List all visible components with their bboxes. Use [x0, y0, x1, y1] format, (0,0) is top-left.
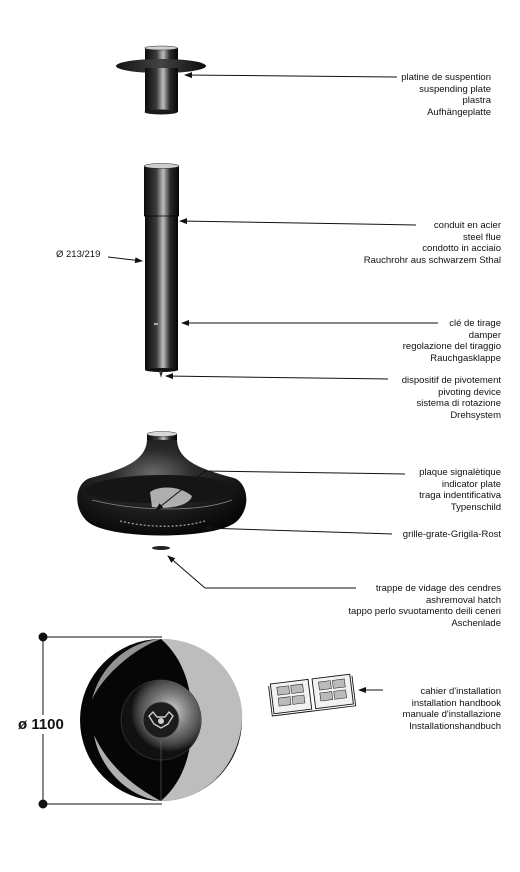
- label-grille: [403, 529, 501, 541]
- label-installation-handbook: [403, 686, 501, 732]
- label-line: grille-grate-Grigila-Rost: [402, 529, 501, 540]
- label-line: plastra: [462, 95, 491, 106]
- label-line: platine de suspention: [401, 72, 491, 83]
- label-line: plaque signalètique: [419, 467, 501, 478]
- leader-indicator-plate: [205, 471, 405, 474]
- label-line: Aschenlade: [451, 617, 501, 629]
- label-line: Rauchrohr aus schwarzem Sthal: [363, 254, 501, 266]
- label-line: condotto in acciaio: [422, 243, 501, 254]
- label-line: steel flue: [462, 231, 501, 243]
- label-line: suspending plate: [419, 83, 491, 95]
- label-line: dispositif de pivotement: [401, 375, 501, 386]
- leader-grille: [205, 528, 392, 534]
- label-line: trappe de vidage des cendres: [375, 583, 501, 594]
- label-line: Installationshandbuch: [409, 720, 501, 732]
- label-line: cahier d'installation: [420, 686, 501, 697]
- installation-handbook-icon: [268, 674, 355, 716]
- label-indicator-plate: [419, 467, 501, 513]
- label-line: Rauchgasklappe: [430, 352, 501, 364]
- leader-pivoting-device: [166, 376, 388, 379]
- label-line: traga indentificativa: [419, 490, 501, 501]
- label-line: conduit en acier: [433, 220, 501, 231]
- label-pivoting-device: [402, 375, 501, 421]
- label-line: Aufhängeplatte: [427, 106, 491, 118]
- label-line: damper: [468, 329, 501, 341]
- label-line: tappo perlo svuotamento deili ceneri: [348, 606, 501, 617]
- label-line: installation handbook: [411, 697, 501, 709]
- leader-ash-hatch: [168, 556, 205, 588]
- leader-suspending-plate: [185, 75, 397, 77]
- suspending-plate: [116, 46, 206, 115]
- label-steel-flue: [364, 220, 501, 266]
- label-line: pivoting device: [438, 386, 501, 398]
- flue-diameter-label: Ø 213/219: [56, 249, 101, 260]
- damper-handle: [154, 323, 158, 325]
- ash-removal-hatch: [152, 546, 170, 550]
- fireplace-body: [77, 432, 246, 536]
- steel-flue: [144, 164, 179, 379]
- label-line: Drehsystem: [450, 409, 501, 421]
- label-line: sistema di rotazione: [416, 398, 501, 409]
- label-line: clé de tirage: [449, 318, 501, 329]
- label-damper: [403, 318, 501, 364]
- label-line: ashremoval hatch: [426, 594, 501, 606]
- overall-diameter-label: ø 1100: [18, 716, 64, 733]
- label-line: indicator plate: [441, 478, 501, 490]
- label-line: Typenschild: [450, 501, 501, 513]
- label-ash-removal-hatch: [348, 583, 501, 629]
- pivot-pin: [159, 371, 163, 378]
- label-suspending-plate: [401, 72, 491, 118]
- label-line: manuale d'installazione: [402, 709, 501, 720]
- leader-flue-diameter: [108, 257, 142, 261]
- fireplace-top-view: [80, 639, 242, 801]
- label-line: regolazione del tiraggio: [402, 341, 501, 352]
